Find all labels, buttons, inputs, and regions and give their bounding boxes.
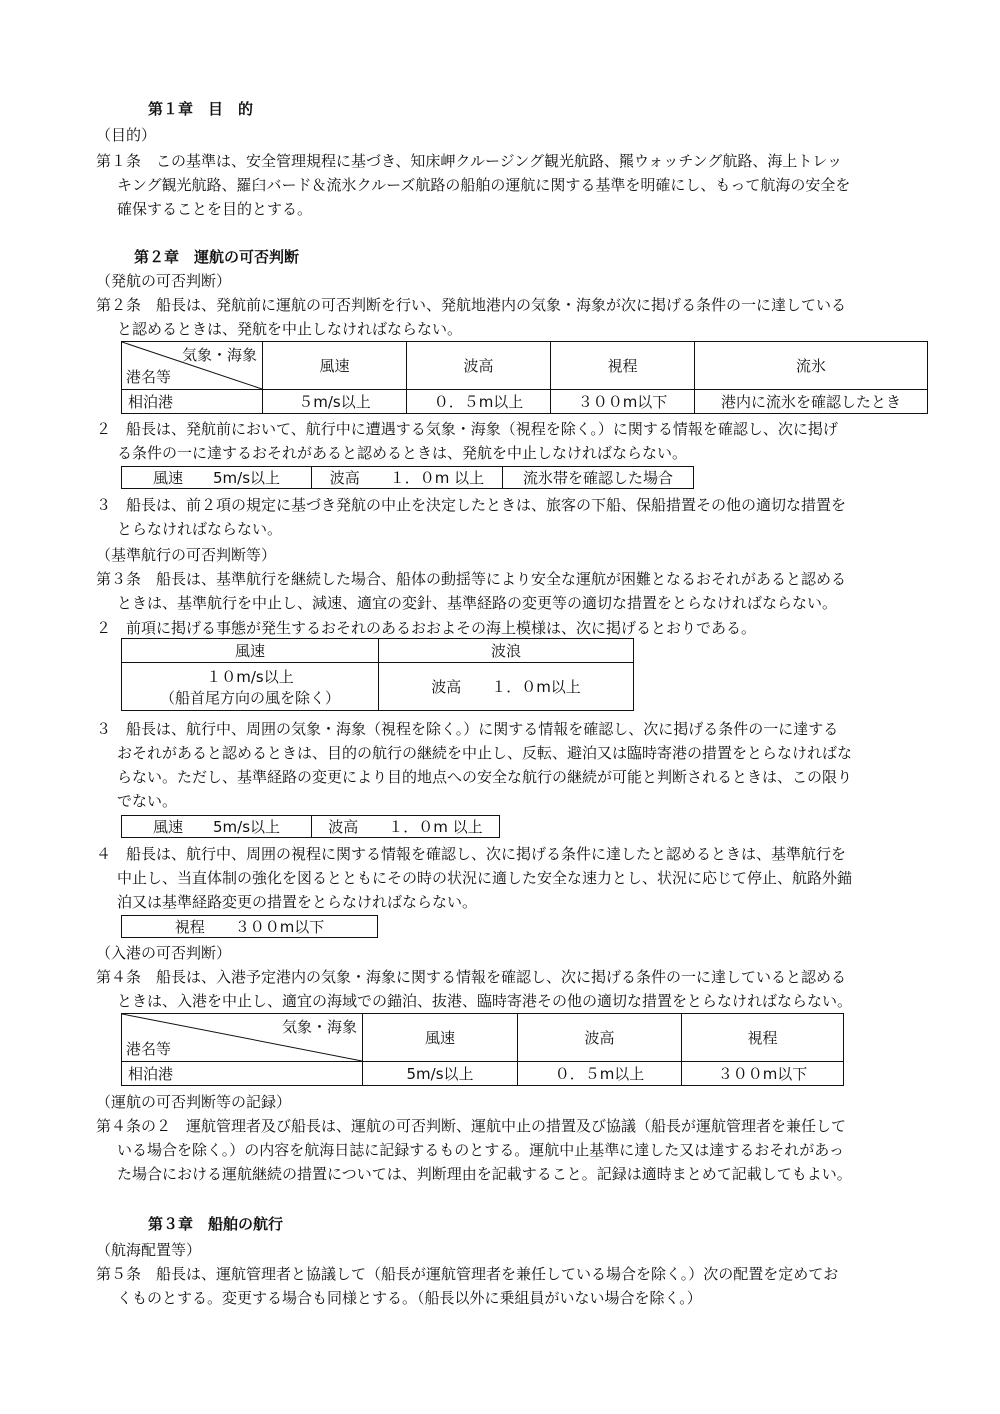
article-5-caption: （航海配置等）	[96, 1241, 202, 1259]
table-header: 視程	[551, 342, 695, 390]
table-cell: 港内に流氷を確認したとき	[695, 390, 928, 414]
table-cell: 視程 ３００m以下	[122, 916, 378, 938]
chapter-3-heading: 第３章 船舶の航行	[148, 1215, 284, 1233]
table-corner-cell	[122, 1014, 363, 1062]
article-4-caption: （入港の可否判断）	[96, 944, 232, 962]
article-2-line-1: 第２条 船長は、発航前に運航の可否判断を行い、発航地港内の気象・海象が次に掲げる条件の一に達している	[96, 296, 847, 314]
corner-port-label: 港名等	[126, 1040, 172, 1058]
table-cell: ３００m以下	[682, 1062, 844, 1086]
table-header: 波高	[518, 1014, 682, 1062]
voyage-conditions-table-1	[121, 466, 694, 489]
article-3-4-line-1: ４ 船長は、航行中、周囲の視程に関する情報を確認し、次に掲げる条件に達したと認めるときは、基準航行を	[96, 845, 847, 863]
table-cell: ５m/s以上	[263, 390, 407, 414]
article-4-line-1: 第４条 船長は、入港予定港内の気象・海象に関する情報を確認し、次に掲げる条件の一に達していると認める	[96, 968, 847, 986]
table-header: 波浪	[379, 639, 634, 663]
table-cell-port: 相泊港	[122, 1062, 363, 1086]
article-4-2-caption: （運航の可否判断等の記録）	[96, 1093, 292, 1111]
article-4-line-2: ときは、入港を中止し、適宜の海域での錨泊、抜港、臨時寄港その他の適切な措置をとらなければならない。	[117, 992, 853, 1010]
table-cell: 5m/s以上	[363, 1062, 518, 1086]
chapter-2-heading: 第２章 運航の可否判断	[134, 248, 300, 266]
corner-port-label: 港名等	[126, 368, 172, 386]
article-3-caption: （基準航行の可否判断等）	[96, 546, 277, 564]
article-3-line-2: ときは、基準航行を中止し、減速、適宜の変針、基準経路の変更等の適切な措置をとらなければならない。	[117, 594, 838, 612]
corner-weather-label: 気象・海象	[181, 346, 257, 364]
table-header: 波高	[407, 342, 551, 390]
table-header: 風速	[263, 342, 407, 390]
article-1-line-1: 第１条 この基準は、安全管理規程に基づき、知床岬クルージング観光航路、羆ウォッチング航路、海上トレッ	[96, 152, 843, 170]
table-cell: ３００m以下	[551, 390, 695, 414]
table-cell: 風速 5m/s以上	[122, 467, 312, 489]
table-header: 流氷	[695, 342, 928, 390]
article-4-2-line-1: 第４条の２ 運航管理者及び船長は、運航の可否判断、運航中止の措置及び協議（船長が運航管理者を兼任して	[96, 1117, 847, 1135]
article-5-line-2: くものとする。変更する場合も同様とする。（船長以外に乗組員がいない場合を除く。）	[117, 1289, 702, 1307]
table-cell: 波高 １．０m 以上	[312, 816, 500, 838]
table-corner-cell	[122, 342, 263, 390]
article-3-3-line-3: らない。ただし、基準経路の変更により目的地点への安全な航行の継続が可能と判断されるときは、この限り	[117, 768, 853, 786]
table-cell: 流氷帯を確認した場合	[503, 467, 694, 489]
article-2-line-2: と認めるときは、発航を中止しなければならない。	[117, 320, 463, 338]
visibility-table	[121, 915, 378, 938]
table-cell-wave: 波高 １．０m以上	[379, 663, 634, 711]
article-1-caption: （目的）	[96, 126, 157, 144]
entry-conditions-table	[121, 1013, 844, 1086]
article-1-line-2: キング観光航路、羅臼バード＆流氷クルーズ航路の船舶の運航に関する基準を明確にし、もって航海の安全を	[117, 176, 851, 194]
article-1-line-3: 確保することを目的とする。	[117, 200, 313, 218]
departure-conditions-table	[121, 341, 928, 414]
article-3-4-line-3: 泊又は基準経路変更の措置をとらなければならない。	[117, 893, 478, 911]
voyage-conditions-table-2	[121, 815, 500, 838]
sea-state-table	[121, 638, 634, 711]
table-cell: ０．５m以上	[518, 1062, 682, 1086]
wind-condition: １０m/s以上	[206, 667, 294, 686]
article-5-line-1: 第５条 船長は、運航管理者と協議して（船長が運航管理者を兼任している場合を除く。）次の配置を定めてお	[96, 1265, 839, 1283]
table-header: 視程	[682, 1014, 844, 1062]
article-3-3-line-1: ３ 船長は、航行中、周囲の気象・海象（視程を除く。）に関する情報を確認し、次に掲げる条件の一に達する	[96, 720, 839, 738]
table-header: 風速	[363, 1014, 518, 1062]
article-2-3-line-2: とらなければならない。	[117, 520, 283, 538]
article-3-line-1: 第３条 船長は、基準航行を継続した場合、船体の動揺等により安全な運航が困難となるおそれがあると認める	[96, 570, 847, 588]
article-4-2-line-2: いる場合を除く。）の内容を航海日誌に記録するものとする。運航中止基準に達した又は達するおそれがあっ	[117, 1141, 845, 1159]
table-cell: 波高 １．０m 以上	[312, 467, 503, 489]
article-2-3-line-1: ３ 船長は、前２項の規定に基づき発航の中止を決定したときは、旅客の下船、保船措置その他の適切な措置を	[96, 496, 847, 514]
article-3-2-line: ２ 前項に掲げる事態が発生するおそれのあるおおよその海上模様は、次に掲げるとおりである。	[96, 619, 757, 637]
article-3-3-line-4: でない。	[117, 792, 178, 810]
table-cell: ０．５m以上	[407, 390, 551, 414]
article-3-3-line-2: おそれがあると認めるときは、目的の航行の継続を中止し、反転、避泊又は臨時寄港の措置をとらなければな	[117, 744, 853, 762]
table-cell-wind	[122, 663, 379, 711]
wind-condition-note: （船首尾方向の風を除く）	[159, 688, 340, 707]
chapter-1-heading: 第１章 目 的	[148, 100, 254, 118]
corner-weather-label: 気象・海象	[281, 1018, 357, 1036]
article-2-2-line-2: る条件の一に達するおそれがあると認めるときは、発航を中止しなければならない。	[117, 444, 688, 462]
article-4-2-line-3: た場合における運航継続の措置については、判断理由を記載すること。記録は適時まとめて記載してもよい。	[117, 1165, 852, 1183]
table-cell-port: 相泊港	[122, 390, 263, 414]
article-2-2-line-1: ２ 船長は、発航前において、航行中に遭遇する気象・海象（視程を除く。）に関する情報を確認し、次に掲げ	[96, 420, 838, 438]
article-2-caption: （発航の可否判断）	[96, 272, 232, 290]
article-3-4-line-2: 中止し、当直体制の強化を図るとともにその時の状況に適した安全な速力とし、状況に応じて停止、航路外錨	[117, 869, 853, 887]
table-header: 風速	[122, 639, 379, 663]
table-cell: 風速 5m/s以上	[122, 816, 312, 838]
